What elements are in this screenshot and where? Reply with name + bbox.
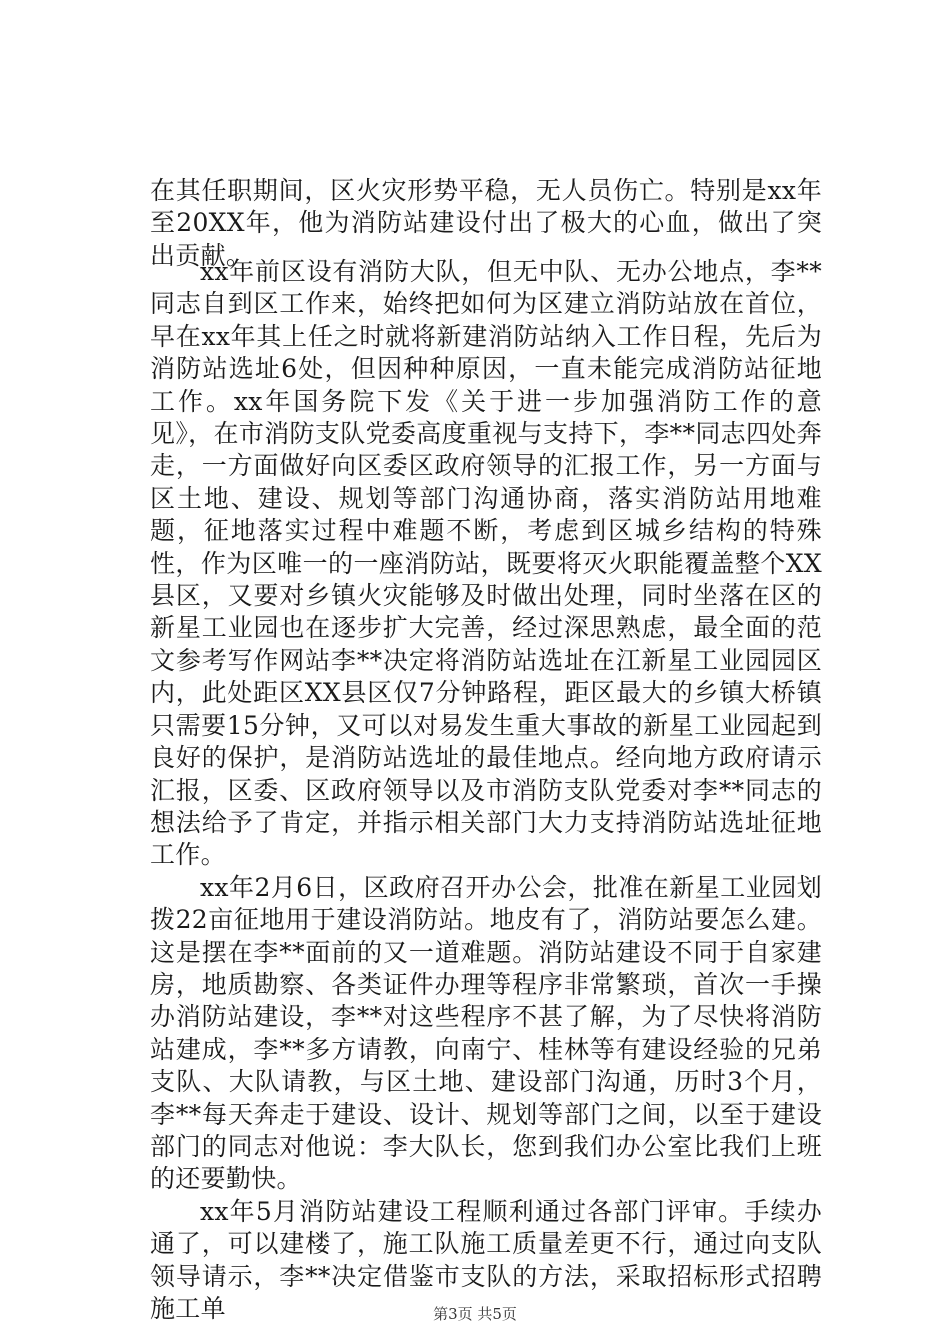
paragraph-2: xx年前区设有消防大队，但无中队、无办公地点，李**同志自到区工作来，始终把如何为区建立消防站放在首位，早在xx年其上任之时就将新建消防站纳入工作日程，先后为消防站选址6处，但因种种原因，一直未能完成消防站征地工作。xx年国务院下发《关于进一步加强消防工作的意见》，在市消防支队党委高度重视与支持下，李**同志四处奔走，一方面做好向区委区政府领导的汇报工作，另一方面与区土地、建设、规划等部门沟通协商，落实消防站用地难题，征地落实过程中难题不断，考虑到区城乡结构的特殊性，作为区唯一的一座消防站，既要将灭火职能覆盖整个XX县区，又要对乡镇火灾能够及时做出处理，同时坐落在区的新星工业园也在逐步扩大完善，经过深思熟虑，最全面的范文参考写作网站李**决定将消防站选址在江新星工业园园区内，此处距区XX县区仅7分钟路程，距区最大的乡镇大桥镇只需要15分钟，又可以对易发生重大事故的新星工业园起到良好的保护，是消防站选址的最佳地点。经向地方政府请示汇报，区委、区政府领导以及市消防支队党委对李**同志的想法给予了肯定，并指示相关部门大力支持消防站选址征地工作。: [150, 257, 822, 870]
paragraph-1: 在其任职期间，区火灾形势平稳，无人员伤亡。特别是xx年至20XX年，他为消防站建设付出了极大的心血，做出了突出贡献。: [150, 176, 822, 270]
page-number-label: 第3页 共5页: [433, 1305, 517, 1323]
page-footer: [0, 1303, 950, 1324]
paragraph-3: xx年2月6日，区政府召开办公会，批准在新星工业园划拨22亩征地用于建设消防站。地皮有了，消防站要怎么建。这是摆在李**面前的又一道难题。消防站建设不同于自家建房，地质勘察、各类证件办理等程序非常繁琐，首次一手操办消防站建设，李**对这些程序不甚了解，为了尽快将消防站建成，李**多方请教，向南宁、桂林等有建设经验的兄弟支队、大队请教，与区土地、建设部门沟通，历时3个月，李**每天奔走于建设、设计、规划等部门之间，以至于建设部门的同志对他说：李大队长，您到我们办公室比我们上班的还要勤快。: [150, 872, 822, 1194]
paragraph-4: xx年5月消防站建设工程顺利通过各部门评审。手续办通了，可以建楼了，施工队施工质量差更不行，通过向支队领导请示，李**决定借鉴市支队的方法，采取招标形式招聘施工单: [150, 1196, 822, 1323]
text-block-body: [150, 256, 822, 1325]
